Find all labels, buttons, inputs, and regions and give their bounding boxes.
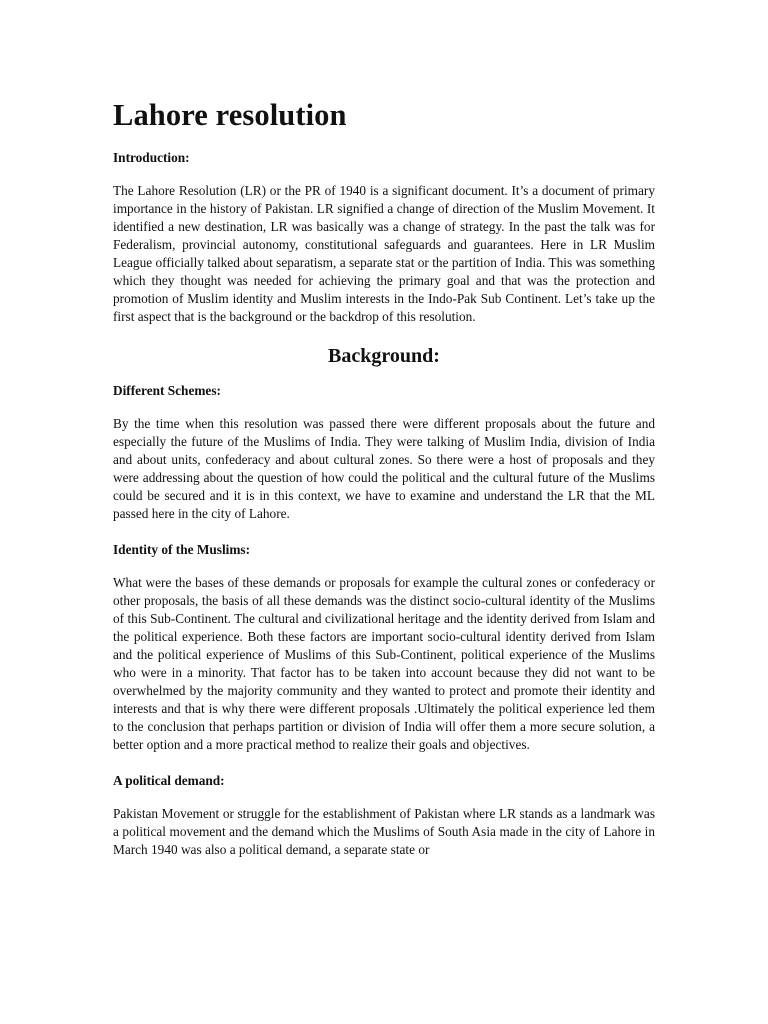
political-demand-paragraph: Pakistan Movement or struggle for the establishment of Pakistan where LR stands as a landmark was a political movement and the demand which the Muslims of South Asia made in the city of Lahore in March 1940 was also a political demand, a separate state or — [113, 806, 655, 857]
document-page — [113, 97, 655, 877]
document-title: Lahore resolution — [113, 98, 347, 132]
introduction-heading: Introduction: — [113, 150, 190, 165]
different-schemes-heading: Different Schemes: — [113, 383, 221, 398]
identity-heading: Identity of the Muslims: — [113, 542, 251, 557]
different-schemes-paragraph: By the time when this resolution was passed there were different proposals about the future and especially the future of the Muslims of India. They were talking of Muslim India, division of India and about units, confederacy and about cultural zones. So there were a host of proposals and they were addressing about the question of how could the political and the cultural future of the Muslims could be secured and it is in this context, we have to examine and understand the LR that the ML passed here in the city of Lahore. — [113, 416, 655, 521]
identity-paragraph: What were the bases of these demands or proposals for example the cultural zones or confederacy or other proposals, the basis of all these demands was the distinct socio-cultural identity of the Muslims of this Sub-Continent. The cultural and civilizational heritage and the identity derived from Islam and the political experience. Both these factors are important socio-cultural identity derived from Islam and the political experience of Muslims of this Sub-Continent, political experience of the Muslims who were in a minority. That factor has to be taken into account because they did not want to be overwhelmed by the majority community and they wanted to protect and promote their identity and interests and that is why there were different proposals .Ultimately the political experience led them to the conclusion that perhaps partition or division of India will offer them a more secure solution, a better option and a more practical method to realize their goals and objectives. — [113, 575, 655, 752]
political-demand-heading: A political demand: — [113, 773, 225, 788]
background-heading: Background: — [328, 345, 440, 367]
introduction-paragraph: The Lahore Resolution (LR) or the PR of 1940 is a significant document. It’s a document of primary importance in the history of Pakistan. LR signified a change of direction of the Muslim Movement. It identified a new destination, LR was basically was a change of strategy. In the past the talk was for Federalism, provincial autonomy, constitutional safeguards and guarantees. Here in LR Muslim League officially talked about separatism, a separate stat or the partition of India. This was something which they thought was needed for achieving the primary goal and that was the protection and promotion of Muslim identity and Muslim interests in the Indo-Pak Sub Continent. Let’s take up the first aspect that is the background or the backdrop of this resolution. — [113, 183, 655, 324]
